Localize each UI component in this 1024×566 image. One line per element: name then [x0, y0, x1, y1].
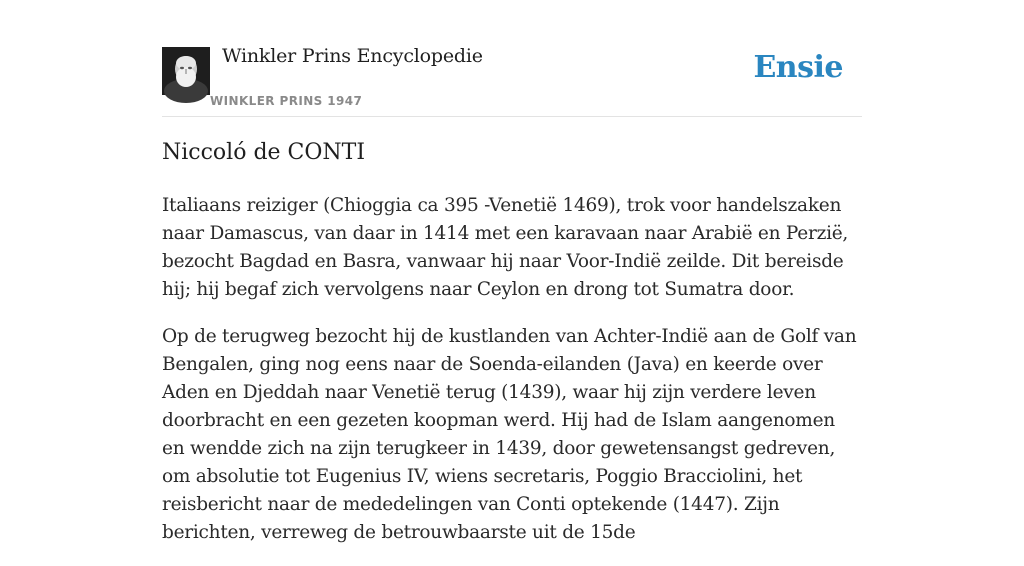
portrait-icon — [162, 47, 210, 95]
brand-logo[interactable]: Ensie — [753, 50, 843, 85]
site-header — [162, 0, 862, 117]
avatar[interactable] — [162, 47, 210, 95]
page-title: Niccoló de CONTI — [162, 140, 366, 165]
article-paragraph-2: Op de terugweg bezocht hij de kustlanden van Achter-Indië aan de Golf van Bengalen, ging nog eens naar de Soenda-eilanden (Java) en keerde over Aden en Djeddah naar Venetië terug (1439), waar hij zijn verdere leven doorbracht en een gezeten koopman werd. Hij had de Islam aangenomen en wendde zich na zijn terugkeer in 1439, door gewetensangst gedreven, om absolutie tot Eugenius IV, wiens secretaris, Poggio Bracciolini, het reisbericht naar de mededelingen van Conti optekende (1447). Zijn berichten, verreweg de betrouwbaarste uit de 15de — [162, 326, 857, 543]
article-paragraph-1: Italiaans reiziger (Chioggia ca 395 -Venetië 1469), trok voor handelszaken naar Damascus, van daar in 1414 met een karavaan naar Arabië en Perzië, bezocht Bagdad en Basra, vanwaar hij naar Voor-Indië zeilde. Dit bereisde hij; hij begaf zich vervolgens naar Ceylon en drong tot Sumatra door. — [162, 195, 849, 300]
site-subtitle[interactable]: WINKLER PRINS 1947 — [210, 94, 363, 108]
article-body — [162, 192, 862, 566]
site-name[interactable]: Winkler Prins Encyclopedie — [222, 45, 483, 67]
